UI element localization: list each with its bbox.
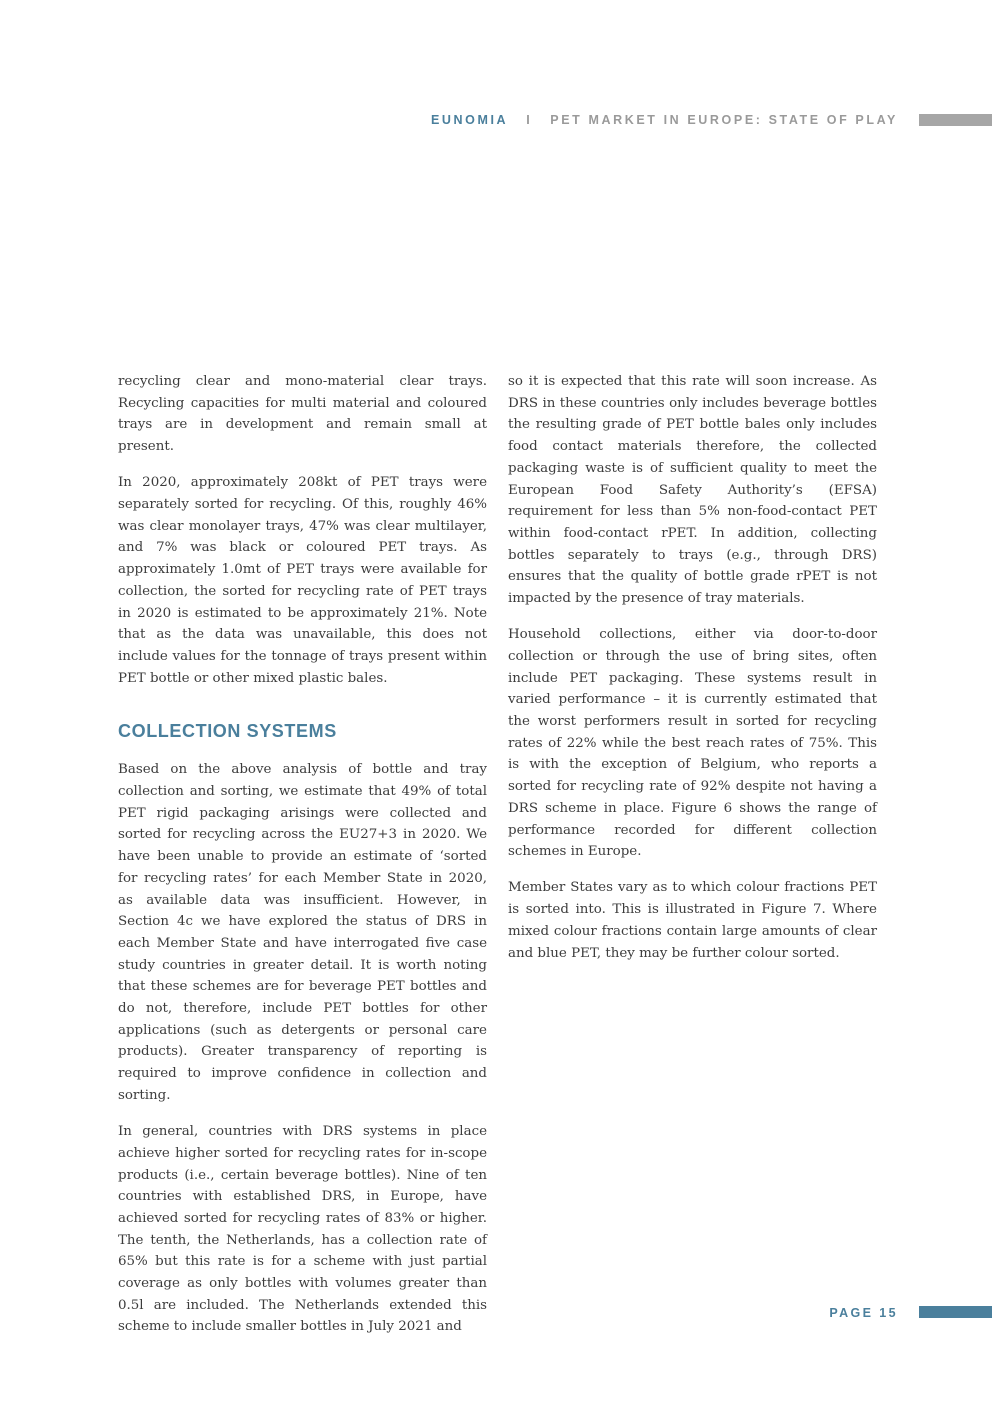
right-paragraph-2: Household collections, either via door-to-door collection or through the use of bring sites, often include PET packaging. These systems result in varied performance – it is currently estimated that the worst performers result in sorted for recycling rates of 22% while the best reach rates of 75%. This is with the exception of Belgium, who reports a sorted for recycling rate of 92% despite not having a DRS scheme in place. Figure 6 shows the range of performance recorded for different collection schemes in Europe. xyxy=(508,627,877,860)
right-paragraph-1: so it is expected that this rate will soon increase. As DRS in these countries only includes beverage bottles the resulting grade of PET bottle bales only includes food contact materials therefore, the collected packaging waste is of sufficient quality to meet the European Food Safety Authority’s (EFSA) requirement for less than 5% non-food-contact PET within food-contact rPET. In addition, collecting bottles separately to trays (e.g., through DRS) ensures that the quality of bottle grade rPET is not impacted by the presence of tray materials. xyxy=(508,374,877,607)
left-paragraph-4: In general, countries with DRS systems in place achieve higher sorted for recycling rates for in-scope products (i.e., certain beverage bottles). Nine of ten countries with established DRS, in Europe, have achieved sorted for recycling rates of 83% or higher. The tenth, the Netherlands, has a collection rate of 65% but this rate is for a scheme with just partial coverage as only bottles with volumes greater than 0.5l are included. The Netherlands extended this scheme to include smaller bottles in July 2021 and xyxy=(118,1124,487,1335)
header-title: PET MARKET IN EUROPE: STATE OF PLAY xyxy=(550,113,898,127)
footer-accent-bar xyxy=(919,1306,992,1318)
right-paragraph-3: Member States vary as to which colour fractions PET is sorted into. This is illustrated in Figure 7. Where mixed colour fractions contain large amounts of clear and blue PET, they may be further colour sorted. xyxy=(508,880,877,961)
header-accent-bar xyxy=(919,114,992,126)
left-paragraph-2: In 2020, approximately 208kt of PET trays were separately sorted for recycling. Of this, roughly 46% was clear monolayer trays, 47% was clear multilayer, and 7% was black or coloured PET trays. As approximately 1.0mt of PET trays were available for collection, the sorted for recycling rate of PET trays in 2020 is estimated to be approximately 21%. Note that as the data was unavailable, this does not include values for the tonnage of trays present within PET bottle or other mixed plastic bales. xyxy=(118,475,487,686)
right-column xyxy=(508,371,877,979)
left-paragraph-3: Based on the above analysis of bottle and tray collection and sorting, we estimate that 49% of total PET rigid packaging arisings were collected and sorted for recycling across the EU27+3 in 2020. We have been unable to provide an estimate of ‘sorted for recycling rates’ for each Member State in 2020, as available data was insufficient. However, in Section 4c we have explored the status of DRS in each Member State and have interrogated five case study countries in greater detail. It is worth noting that these schemes are for beverage PET bottles and do not, therefore, include PET bottles for other applications (such as detergents or personal care products). Greater transparency of reporting is required to improve confidence in collection and sorting. xyxy=(118,762,487,1103)
section-heading-collection-systems: COLLECTION SYSTEMS xyxy=(118,721,337,742)
header-brand: EUNOMIA xyxy=(430,113,509,127)
page-number: PAGE 15 xyxy=(829,1306,898,1320)
left-paragraph-1: recycling clear and mono-material clear trays. Recycling capacities for multi material and coloured trays are in development and remain small at present. xyxy=(118,374,487,455)
left-column xyxy=(118,371,487,1353)
header-separator: I xyxy=(526,113,533,127)
running-header xyxy=(431,112,898,128)
